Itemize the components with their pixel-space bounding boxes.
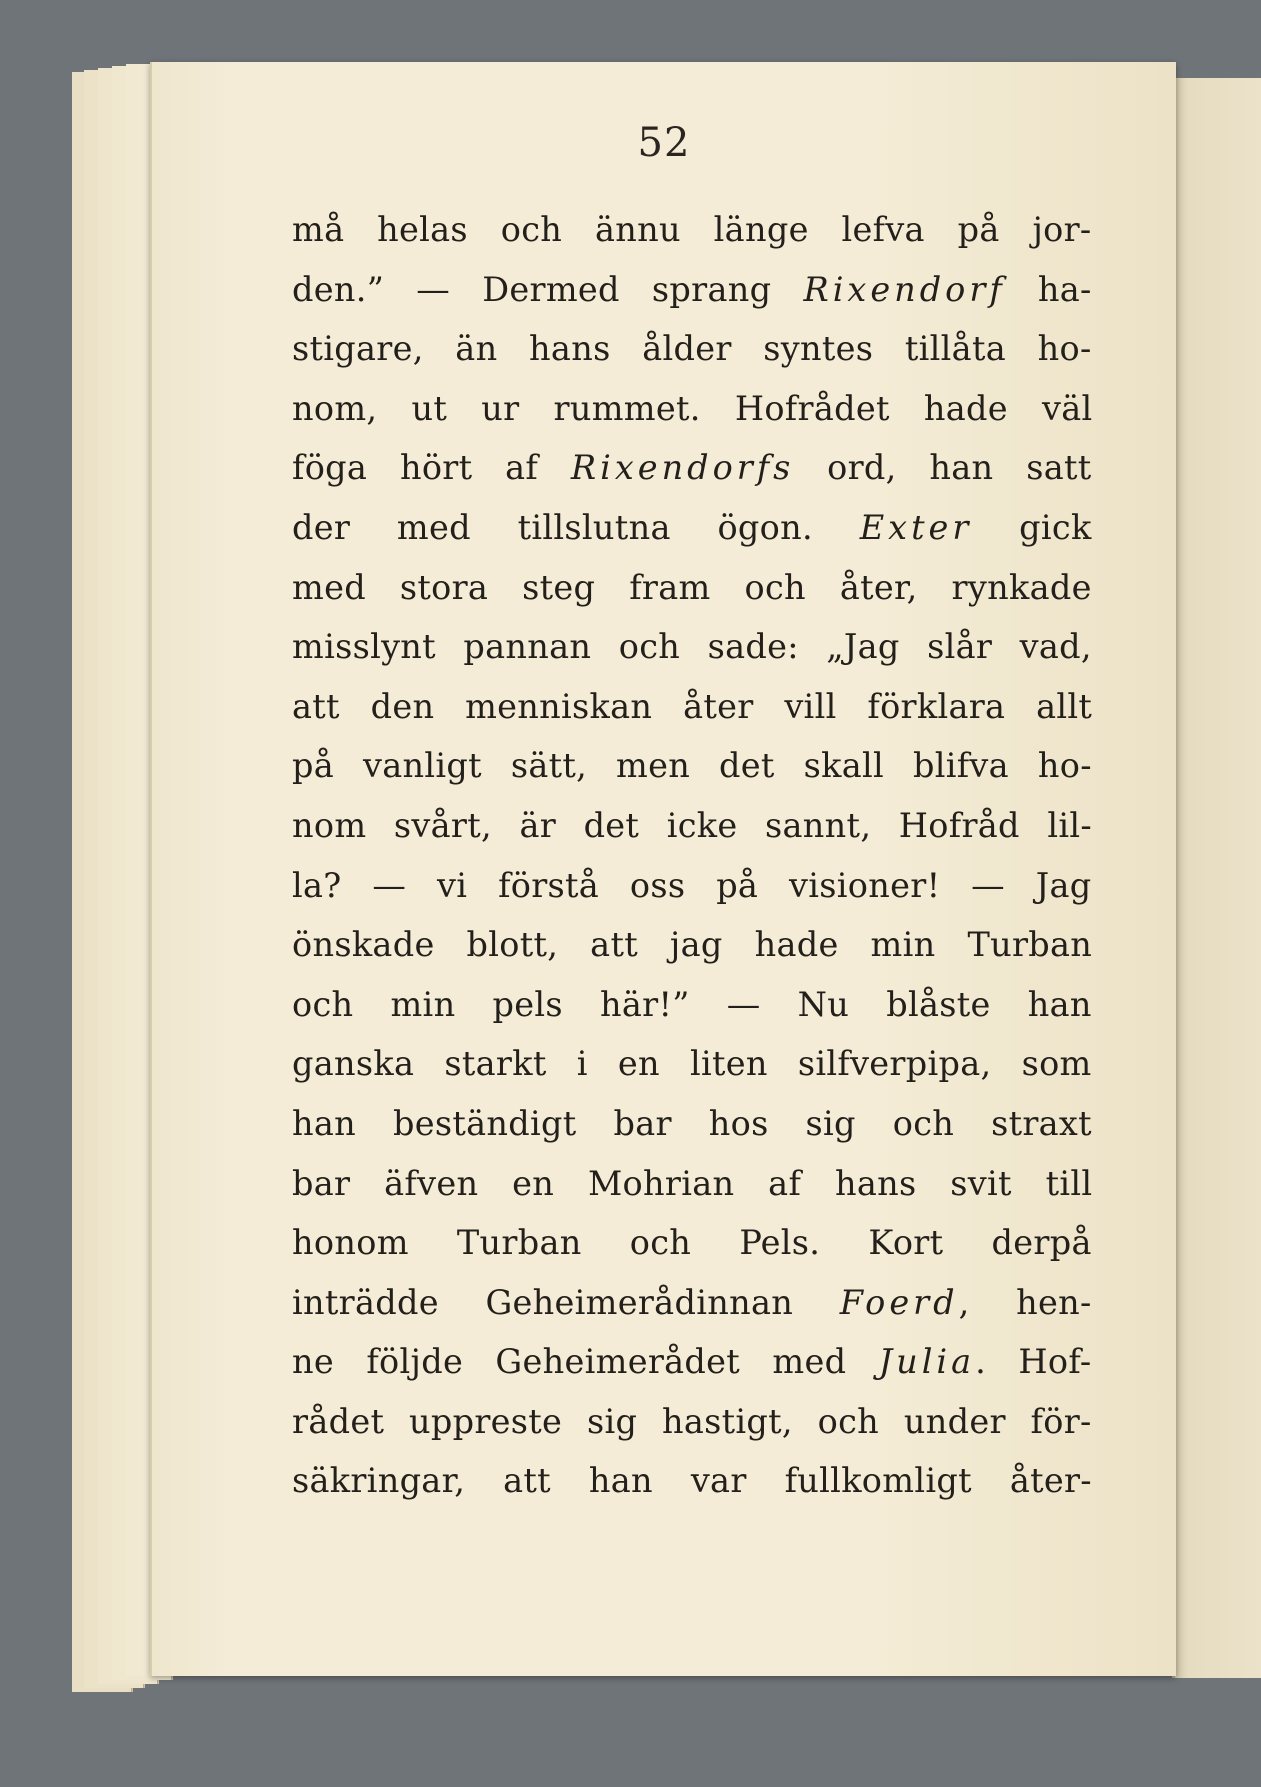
text-segment: önskade blott, att jag hade min Turban [292,925,1093,965]
text-segment: honom Turban och Pels. Kort derpå [292,1223,1092,1263]
text-segment: , hen- [958,1282,1092,1322]
text-line [292,736,1092,796]
text-line [292,1154,1092,1214]
text-line [292,677,1092,737]
text-segment: ganska starkt i en liten silfverpipa, som [292,1044,1092,1084]
text-segment: der med tillslutna ögon. [292,507,860,547]
text-segment: den.” — Dermed sprang [292,269,804,309]
text-segment: inträdde Geheimerådinnan [292,1282,840,1322]
text-line [292,379,1092,439]
text-segment: med stora steg fram och åter, rynkade [292,567,1092,607]
text-line [292,498,1092,558]
text-line [292,1034,1092,1094]
facing-page-gutter [1172,78,1261,1678]
text-line [292,1273,1092,1333]
body-text [292,200,1092,1511]
text-line [292,200,1092,260]
text-segment: och min pels här!” — Nu blåste han [292,984,1092,1024]
text-segment: bar äfven en Mohrian af hans svit till [292,1163,1093,1203]
text-segment: att den menniskan åter vill förklara allt [292,686,1093,726]
text-segment: stigare, än hans ålder syntes tillåta ho- [292,329,1092,369]
person-name: Exter [859,507,973,547]
text-segment: föga hört af [292,448,571,488]
text-segment: nom, ut ur rummet. Hofrådet hade väl [292,388,1093,428]
text-segment: på vanligt sätt, men det skall blifva ho- [292,746,1092,786]
text-segment: . Hof- [975,1342,1092,1382]
text-line [292,856,1092,916]
book-page [150,62,1176,1676]
person-name: Julia [878,1342,976,1382]
person-name: Rixendorfs [570,448,795,488]
text-segment: misslynt pannan och sade: „Jag slår vad, [292,627,1092,667]
text-segment: la? — vi förstå oss på visioner! — Jag [292,865,1092,905]
text-line [292,915,1092,975]
person-name: Foerd [839,1282,959,1322]
text-segment: gick [972,507,1092,547]
text-line [292,558,1092,618]
text-segment: han beständigt bar hos sig och straxt [292,1103,1092,1143]
text-segment: ha- [1005,269,1092,309]
page-number: 52 [637,120,691,166]
text-line [292,1392,1092,1452]
person-name: Rixendorf [803,269,1006,309]
text-line [292,1332,1092,1392]
text-segment: säkringar, att han var fullkomligt åter- [292,1461,1092,1501]
text-line [292,319,1092,379]
text-segment: rådet uppreste sig hastigt, och under för- [292,1401,1092,1441]
text-line [292,1213,1092,1273]
text-line [292,617,1092,677]
text-line [292,975,1092,1035]
text-segment: ne följde Geheimerådet med [292,1342,879,1382]
text-line [292,1094,1092,1154]
text-segment: nom svårt, är det icke sannt, Hofråd lil- [292,805,1092,845]
text-line [292,438,1092,498]
text-segment: må helas och ännu länge lefva på jor- [292,210,1092,249]
text-line [292,1451,1092,1511]
text-segment: ord, han satt [794,448,1092,488]
text-line [292,796,1092,856]
text-line [292,260,1092,320]
